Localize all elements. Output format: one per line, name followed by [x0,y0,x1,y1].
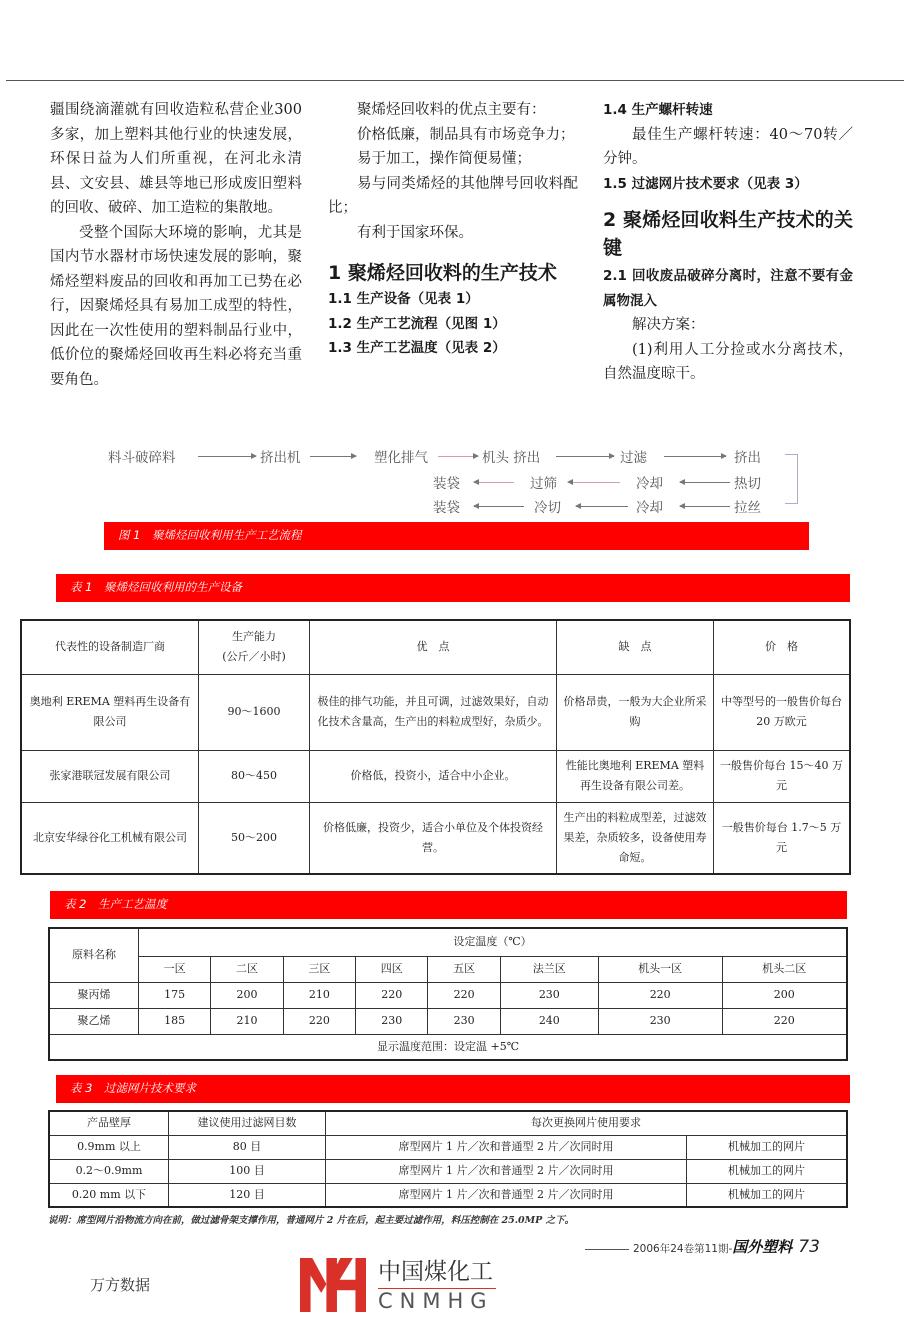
subsection-heading: 1.1 生产设备（见表 1） [328,291,479,307]
subsection-heading: 1.3 生产工艺温度（见表 2） [328,340,506,356]
material-cell: 聚丙烯 [49,982,139,1008]
table-cell: 极佳的排气功能，并且可调，过滤效果好，自动化技术含量高，生产出的料粒成型好，杂质少。 [310,674,557,750]
table-row [49,1135,847,1159]
arrow-left-icon [568,482,620,483]
temperature-table [48,927,848,1061]
top-rule [6,80,904,81]
temperature-cell: 200 [211,982,283,1008]
table-row [49,1159,847,1183]
arrow-left-icon [474,482,514,483]
table-cell: 价格低廉，投资少，适合小单位及个体投资经营。 [310,802,557,874]
process-flow-diagram [90,446,820,518]
watermark-cn: 中国煤化工 [378,1259,493,1285]
equipment-table [20,619,851,875]
flow-node: 冷却 [636,476,663,492]
arrow-right-icon [438,456,478,457]
temperature-cell: 220 [722,1008,847,1034]
page-footer [585,1236,855,1257]
arrow-left-icon [576,506,628,507]
temperature-cell: 230 [356,1008,428,1034]
table-header-row [49,1111,847,1135]
flow-bracket [785,454,798,504]
filter-mesh-table [48,1110,848,1208]
table-cell: 席型网片 1 片／次和普通型 2 片／次同时用 [326,1159,687,1183]
temperature-cell: 210 [283,982,355,1008]
table-cell: 80～450 [199,750,310,802]
table-row [49,1008,847,1034]
footer-rule [585,1249,629,1250]
temperature-cell: 220 [598,982,722,1008]
advantage-item: 易于加工，操作简便易懂； [357,151,531,167]
temperature-cell: 240 [500,1008,598,1034]
paragraph: 解决方案： [632,317,705,333]
table-cell: 北京安华绿谷化工机械有限公司 [21,802,199,874]
temperature-cell: 200 [722,982,847,1008]
zone-header-cell: 三区 [283,956,355,982]
paragraph: 最佳生产螺杆转速：40～70转／分钟。 [603,126,853,167]
table-cell: 价格低，投资小，适合中小企业。 [310,750,557,802]
table-caption: 表 3 过滤网片技术要求 [56,1075,850,1103]
header-cell: 建议使用过滤网目数 [169,1111,326,1135]
temperature-cell: 230 [598,1008,722,1034]
subsection-heading: 1.5 过滤网片技术要求（见表 3） [603,175,808,192]
header-cell: 优 点 [310,620,557,674]
flow-node: 冷切 [534,500,561,516]
table-header-row [21,620,850,674]
zone-header-cell: 二区 [211,956,283,982]
header-cell: 每次更换网片使用要求 [326,1111,848,1135]
table-row [49,982,847,1008]
zone-header-cell: 一区 [139,956,211,982]
flow-node: 塑化排气 [374,450,428,466]
table-cell: 80 目 [169,1135,326,1159]
zone-header-cell: 五区 [428,956,500,982]
table-row [21,750,850,802]
temperature-cell: 220 [283,1008,355,1034]
flow-node: 过筛 [530,476,557,492]
header-cell [199,620,310,674]
zone-header-cell: 四区 [356,956,428,982]
table-cell: 一般售价每台 1.7～5 万元 [714,802,851,874]
table-cell: 0.20 mm 以下 [49,1183,169,1207]
temperature-cell: 175 [139,982,211,1008]
paragraph: 聚烯烃回收料的优点主要有： [357,102,546,118]
text-column-1 [50,98,302,392]
paragraph: (1)利用人工分捡或水分离技术，自然温度晾干。 [603,341,853,382]
table-cell: 生产出的料粒成型差，过滤效果差，杂质较多，设备使用寿命短。 [557,802,714,874]
advantage-item: 有利于国家环保。 [357,224,473,241]
temperature-cell: 230 [428,1008,500,1034]
zone-header-cell: 机头二区 [722,956,847,982]
section-heading: 2 聚烯烃回收料生产技术的关键 [603,209,853,259]
flow-node: 挤出机 [260,450,301,466]
arrow-left-icon [680,506,730,507]
text-column-3 [603,98,853,387]
table-cell: 120 目 [169,1183,326,1207]
table-header-row [49,928,847,956]
table-cell: 席型网片 1 片／次和普通型 2 片／次同时用 [326,1183,687,1207]
magazine-name: 国外塑料 [732,1238,793,1256]
table-note: 说明：席型网片沿物流方向在前，做过滤骨架支撑作用，普通网片 2 片在后，起主要过滤作用，料压控制在 25.0MP 之下。 [48,1215,575,1226]
table-row [49,1183,847,1207]
arrow-right-icon [556,456,614,457]
issue-info: 2006年24卷第11期- [633,1243,733,1255]
table-cell: 一般售价每台 15～40 万元 [714,750,851,802]
arrow-left-icon [680,482,730,483]
table-cell: 性能比奥地利 EREMA 塑料再生设备有限公司差。 [557,750,714,802]
header-unit: (公斤／小时) [222,650,286,664]
header-cell: 原料名称 [49,928,139,982]
page-number: 73 [798,1237,820,1257]
flow-node: 机头 挤出 [482,450,541,466]
table-cell: 奥地利 EREMA 塑料再生设备有限公司 [21,674,199,750]
arrow-right-icon [198,456,256,457]
header-cell: 代表性的设备制造厂商 [21,620,199,674]
table-footer-row [49,1034,847,1060]
header-cell: 设定温度（℃） [139,928,848,956]
header-text: 生产能力 [232,630,276,644]
table-cell: 0.9mm 以上 [49,1135,169,1159]
table-cell: 50～200 [199,802,310,874]
table-cell: 机械加工的网片 [687,1135,848,1159]
paragraph: 受整个国际大环境的影响，尤其是国内节水器材市场快速发展的影响，聚烯烃塑料废品的回收和再加工已势在必行，因聚烯烃具有易加工成型的特性，因此在一次性使用的塑料制品行业中，低价位的聚烯烃回收再生料必将充当重要角色。 [50,224,302,388]
text-column-2 [328,98,578,361]
table-cell: 90～1600 [199,674,310,750]
section-heading: 1 聚烯烃回收料的生产技术 [328,262,557,284]
temperature-cell: 220 [428,982,500,1008]
header-cell: 缺 点 [557,620,714,674]
flow-node: 拉丝 [734,500,761,516]
table-cell: 机械加工的网片 [687,1183,848,1207]
table-caption: 表 2 生产工艺温度 [50,891,847,919]
table-cell: 席型网片 1 片／次和普通型 2 片／次同时用 [326,1135,687,1159]
arrow-right-icon [664,456,726,457]
subsection-heading: 1.2 生产工艺流程（见图 1） [328,315,506,332]
flow-node: 挤出 [734,450,761,466]
table-cell: 张家港联冠发展有限公司 [21,750,199,802]
header-cell: 价 格 [714,620,851,674]
source-label: 万方数据 [90,1276,151,1294]
cnmhg-logo-icon [300,1258,366,1312]
footer-cell: 显示温度范围：设定温 +5℃ [49,1034,847,1060]
advantage-item: 价格低廉，制品具有市场竞争力； [357,126,575,143]
watermark-rule [378,1288,496,1289]
arrow-left-icon [474,506,524,507]
flow-node: 装袋 [433,476,460,492]
table-cell: 价格昂贵，一般为大企业所采购 [557,674,714,750]
subsection-heading: 2.1 回收废品破碎分离时，注意不要有金属物混入 [603,268,853,309]
temperature-cell: 210 [211,1008,283,1034]
table-caption: 表 1 聚烯烃回收利用的生产设备 [56,574,850,602]
zone-header-cell: 法兰区 [500,956,598,982]
figure-caption: 图 1 聚烯烃回收利用生产工艺流程 [104,522,809,550]
flow-node: 热切 [734,476,761,492]
flow-node: 过滤 [620,450,647,466]
table-cell: 0.2～0.9mm [49,1159,169,1183]
zone-header-cell: 机头一区 [598,956,722,982]
advantage-item: 易与同类烯烃的其他牌号回收料配比； [328,175,578,216]
material-cell: 聚乙烯 [49,1008,139,1034]
temperature-cell: 185 [139,1008,211,1034]
watermark-en: CNMHG [378,1289,494,1313]
table-cell: 机械加工的网片 [687,1159,848,1183]
table-header-row [49,956,847,982]
table-row [21,802,850,874]
subsection-heading: 1.4 生产螺杆转速 [603,102,713,118]
flow-node: 装袋 [433,500,460,516]
table-cell: 100 目 [169,1159,326,1183]
header-cell: 产品壁厚 [49,1111,169,1135]
table-cell: 中等型号的一般售价每台 20 万欧元 [714,674,851,750]
temperature-cell: 220 [356,982,428,1008]
arrow-right-icon [310,456,356,457]
watermark [300,1258,530,1314]
table-row [21,674,850,750]
flow-node: 冷却 [636,500,663,516]
paragraph: 疆围绕滴灌就有回收造粒私营企业300多家，加上塑料其他行业的快速发展，环保日益为人们所重视，在河北永清县、文安县、雄县等地已形成废旧塑料的回收、破碎、加工造粒的集散地。 [50,102,302,216]
flow-node: 料斗破碎料 [108,450,176,466]
temperature-cell: 230 [500,982,598,1008]
